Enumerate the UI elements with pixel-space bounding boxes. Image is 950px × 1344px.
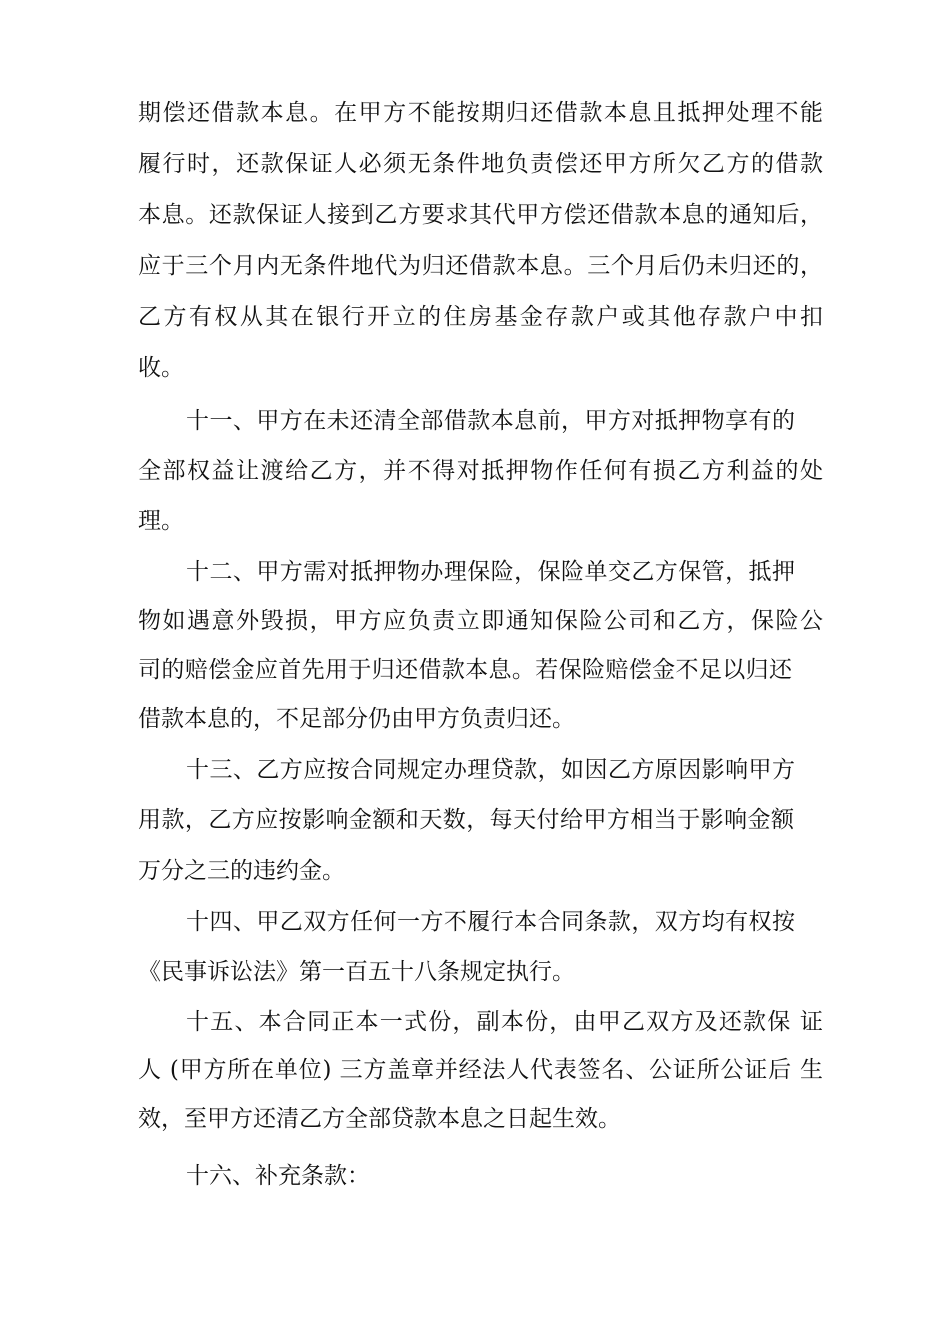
clause-10-line-6: 收。 — [138, 355, 184, 381]
clause-13-line-2: 用款，乙方应按影响金额和天数，每天付给甲方相当于影响金额 — [138, 807, 794, 833]
clause-10-line-4: 应于三个月内无条件地代为归还借款本息。三个月后仍未归还的， — [138, 253, 823, 279]
clause-12-line-2: 物如遇意外毁损，甲方应负责立即通知保险公司和乙方，保险公 — [138, 608, 823, 634]
clause-10-line-5: 乙方有权从其在银行开立的住房基金存款户或其他存款户中扣 — [138, 304, 823, 330]
clause-11-line-3: 理。 — [138, 508, 184, 534]
clause-13-line-1: 十三、乙方应按合同规定办理贷款，如因乙方原因影响甲方 — [186, 757, 795, 783]
clause-12-line-3: 司的赔偿金应首先用于归还借款本息。若保险赔偿金不足以归还 — [138, 657, 792, 683]
clause-10-line-2: 履行时，还款保证人必须无条件地负责偿还甲方所欠乙方的借款 — [138, 151, 823, 177]
clause-10-line-1: 期偿还借款本息。在甲方不能按期归还借款本息且抵押处理不能 — [138, 100, 823, 126]
clause-10-line-3: 本息。还款保证人接到乙方要求其代甲方偿还借款本息的通知后， — [138, 202, 823, 228]
clause-16-line-1: 十六、补充条款： — [186, 1163, 370, 1189]
clause-12-line-4: 借款本息的，不足部分仍由甲方负责归还。 — [138, 706, 575, 732]
clause-11-line-1: 十一、甲方在未还清全部借款本息前，甲方对抵押物享有的 — [186, 408, 795, 434]
clause-15-line-1: 十五、本合同正本一式份，副本份，由甲乙双方及还款保 证 — [186, 1009, 823, 1035]
clause-14-line-1: 十四、甲乙双方任何一方不履行本合同条款，双方均有权按 — [186, 909, 795, 935]
clause-11-line-2: 全部权益让渡给乙方，并不得对抵押物作任何有损乙方利益的处 — [138, 458, 823, 484]
clause-15-line-2: 人 (甲方所在单位) 三方盖章并经法人代表签名、公证所公证后 生 — [138, 1057, 823, 1083]
clause-13-line-3: 万分之三的违约金。 — [138, 858, 345, 884]
clause-14-line-2: 《民事诉讼法》第一百五十八条规定执行。 — [138, 959, 575, 985]
clause-12-line-1: 十二、甲方需对抵押物办理保险，保险单交乙方保管，抵押 — [186, 559, 795, 585]
clause-15-line-3: 效，至甲方还清乙方全部贷款本息之日起生效。 — [138, 1106, 621, 1132]
